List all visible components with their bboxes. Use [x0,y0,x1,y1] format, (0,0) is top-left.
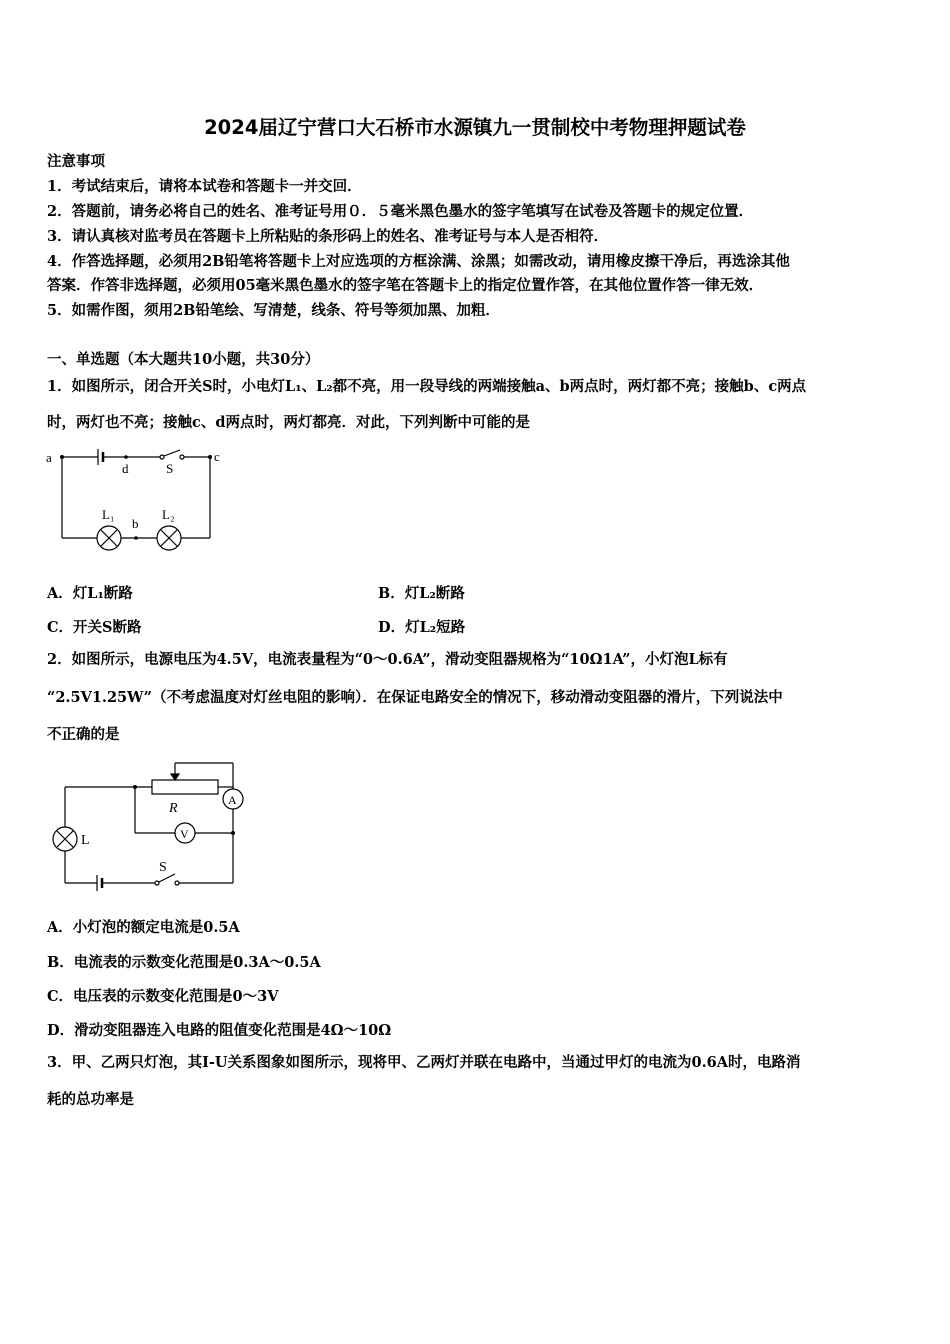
node-label-a: a [46,450,52,465]
circuit-diagram-1 [40,440,240,560]
question-3-text: 3．甲、乙两只灯泡，其I-U关系图象如图所示，现将甲、乙两灯并联在电路中，当通过甲灯的电流为0.6A时，电路消 [47,1054,801,1071]
voltmeter-label: V [180,827,189,841]
notice-item: 答案．作答非选择题，必须用05毫米黑色墨水的签字笔在答题卡上的指定位置作答，在其他位置作答一律无效． [47,277,764,294]
circuit-diagram-2 [45,755,260,900]
q1-option-b[interactable]: B．灯L₂断路 [378,585,465,602]
q2-option-d[interactable]: D．滑动变阻器连入电路的阻值变化范围是4Ω～10Ω [47,1022,392,1039]
question-2-text: 2．如图所示，电源电压为4.5V，电流表量程为“0～0.6A”，滑动变阻器规格为“10Ω1A”，小灯泡L标有 [47,651,728,668]
switch-label: S [159,860,167,875]
rheostat-label: R [169,801,178,816]
question-2-text: 不正确的是 [47,726,120,743]
question-2-text: “2.5V1.25W”（不考虑温度对灯丝电阻的影响）．在保证电路安全的情况下，移动滑动变阻器的滑片，下列说法中 [47,689,783,706]
switch-label: S [166,461,174,476]
node-label-d: d [122,461,129,476]
lamp-label: L [81,833,90,848]
notice-item: 5．如需作图，须用2B铅笔绘、写清楚，线条、符号等须加黑、加粗． [47,302,500,319]
question-1-text: 1．如图所示，闭合开关S时，小电灯L₁、L₂都不亮，用一段导线的两端接触a、b两点时，两灯都不亮；接触b、c两点 [47,378,807,395]
question-1-text: 时，两灯也不亮；接触c、d两点时，两灯都亮．对此，下列判断中可能的是 [47,414,530,431]
notice-item: 2．答题前，请务必将自己的姓名、准考证号用０．５毫米黑色墨水的签字笔填写在试卷及答题卡的规定位置． [47,203,754,220]
lamp-label-l2: L₂ [162,507,175,522]
lamp-label-l1: L₁ [102,507,115,522]
q2-option-a[interactable]: A．小灯泡的额定电流是0.5A [47,919,240,936]
page-title: 2024届辽宁营口大石桥市水源镇九一贯制校中考物理押题试卷 [204,116,746,139]
ammeter-label: A [228,793,237,807]
notice-item: 4．作答选择题，必须用2B铅笔将答题卡上对应选项的方框涂满、涂黑；如需改动，请用橡皮擦干净后，再选涂其他 [47,253,790,270]
node-label-c: c [214,449,220,464]
q2-option-b[interactable]: B．电流表的示数变化范围是0.3A～0.5A [47,954,321,971]
q2-option-c[interactable]: C．电压表的示数变化范围是0～3V [47,988,279,1005]
section-heading: 一、单选题（本大题共10小题，共30分） [47,351,320,368]
question-3-text: 耗的总功率是 [47,1091,134,1108]
notice-item: 3．请认真核对监考员在答题卡上所粘贴的条形码上的姓名、准考证号与本人是否相符． [47,228,609,245]
notice-heading: 注意事项 [47,153,105,170]
q1-option-a[interactable]: A．灯L₁断路 [47,585,133,602]
q1-option-d[interactable]: D．灯L₂短路 [378,619,466,636]
q1-option-c[interactable]: C．开关S断路 [47,619,142,636]
notice-item: 1．考试结束后，请将本试卷和答题卡一并交回． [47,178,362,195]
node-label-b: b [132,516,139,531]
